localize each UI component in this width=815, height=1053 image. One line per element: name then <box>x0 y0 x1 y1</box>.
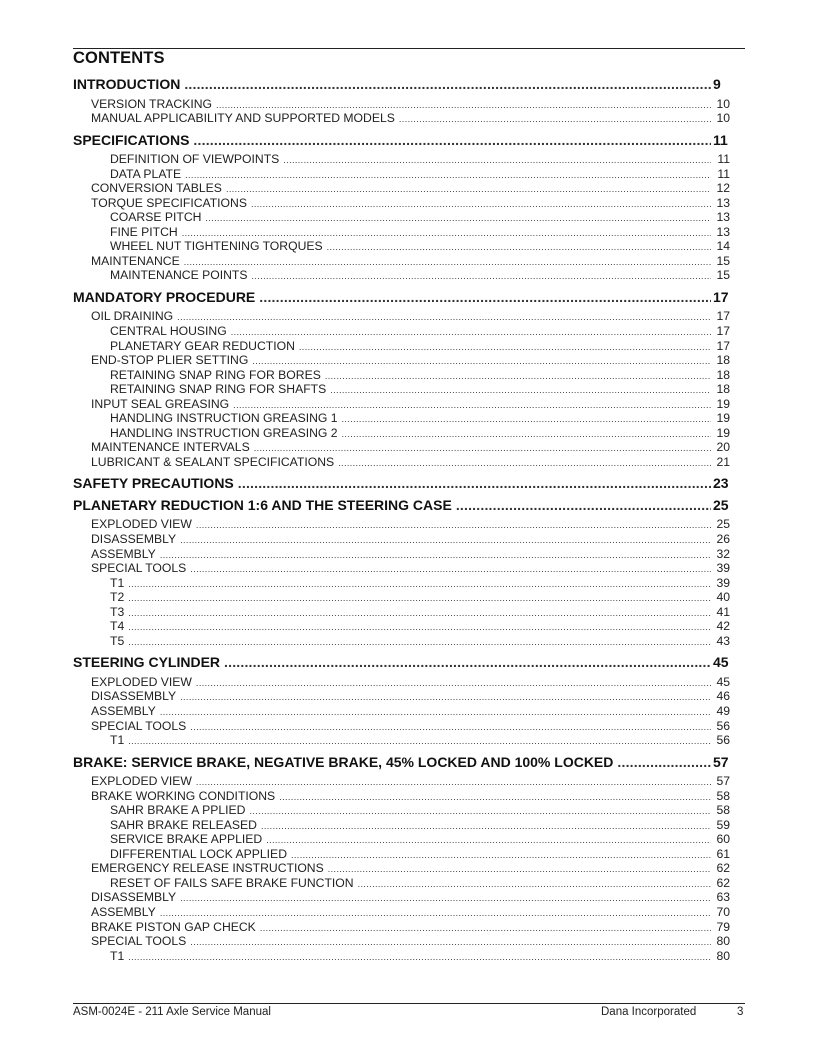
toc-entry-page: 26 <box>716 532 730 546</box>
dot-leader <box>358 877 711 891</box>
toc-entry-page: 13 <box>716 224 730 239</box>
toc-entry-label: INTRODUCTION <box>73 76 181 92</box>
footer-company: Dana Incorporated <box>601 1006 697 1018</box>
dot-leader <box>279 790 711 804</box>
toc-entry-label: LUBRICANT & SEALANT SPECIFICATIONS <box>91 454 335 469</box>
dot-leader <box>328 862 711 876</box>
dot-leader <box>338 456 711 470</box>
toc-section[interactable] <box>91 905 730 920</box>
toc-chapter[interactable] <box>73 497 730 514</box>
toc-section[interactable] <box>91 517 730 532</box>
dot-leader <box>342 427 711 441</box>
toc-entry-label: EMERGENCY RELEASE INSTRUCTIONS <box>91 861 324 876</box>
toc-entry-label: STEERING CYLINDER <box>73 654 221 671</box>
toc-entry-label: MAINTENANCE <box>91 253 180 268</box>
dot-leader <box>185 168 711 182</box>
dot-leader <box>184 76 711 93</box>
toc-entry-label: TORQUE SPECIFICATIONS <box>91 195 247 210</box>
toc-entry-label: CONVERSION TABLES <box>91 181 222 196</box>
toc-entry-page: 45 <box>716 674 730 689</box>
toc-chapter[interactable] <box>73 132 730 149</box>
toc-entry-page: 11 <box>717 166 730 181</box>
toc-entry-label: T2 <box>110 590 125 605</box>
toc-subsection[interactable] <box>110 152 730 167</box>
dot-leader <box>193 132 711 149</box>
toc-section[interactable] <box>91 719 730 734</box>
toc-subsection[interactable] <box>110 576 730 591</box>
toc-subsection[interactable] <box>110 426 730 441</box>
toc-entry-label: MANDATORY PROCEDURE <box>73 288 256 305</box>
toc-entry-label: EXPLODED VIEW <box>91 517 192 532</box>
toc-subsection[interactable] <box>110 382 730 397</box>
dot-leader <box>128 577 711 591</box>
dot-leader <box>128 606 711 620</box>
toc-entry-label: FINE PITCH <box>110 224 178 239</box>
dot-leader <box>261 819 711 833</box>
dot-leader <box>327 240 711 254</box>
dot-leader <box>128 591 711 605</box>
toc-entry-label: ASSEMBLY <box>91 546 156 561</box>
toc-entry-page: 17 <box>716 338 730 353</box>
toc-chapter[interactable] <box>73 754 730 771</box>
toc-section[interactable] <box>91 890 730 905</box>
toc-entry-page: 63 <box>716 890 730 905</box>
dot-leader <box>617 754 711 771</box>
toc-entry-label: OIL DRAINING <box>91 309 174 324</box>
toc-entry-label: SERVICE BRAKE APPLIED <box>110 832 263 847</box>
toc-entry-label: SPECIAL TOOLS <box>91 934 187 949</box>
toc-entry-page: 56 <box>716 718 730 733</box>
toc-entry-label: T5 <box>110 633 125 648</box>
toc-entry-label: COARSE PITCH <box>110 210 202 225</box>
dot-leader <box>249 804 711 818</box>
toc-entry-page: 79 <box>716 919 730 934</box>
toc-entry-page: 80 <box>716 948 730 963</box>
toc-entry-page: 13 <box>716 210 730 225</box>
toc-subsection[interactable] <box>110 225 730 240</box>
dot-leader <box>231 325 711 339</box>
toc-entry-page: 19 <box>716 425 730 440</box>
toc-entry-page: 17 <box>716 324 730 338</box>
toc-entry-label: DEFINITION OF VIEWPOINTS <box>110 152 280 167</box>
dot-leader <box>342 412 711 426</box>
dot-leader <box>325 369 711 383</box>
toc-subsection[interactable] <box>110 368 730 383</box>
toc-entry-label: T1 <box>110 948 125 963</box>
toc-entry-page: 58 <box>716 788 730 803</box>
toc-entry-page: 18 <box>716 382 730 397</box>
toc-entry-page: 10 <box>716 111 730 126</box>
toc-subsection[interactable] <box>110 949 730 964</box>
toc-entry-page: 17 <box>716 309 730 324</box>
toc-entry-label: RETAINING SNAP RING FOR BORES <box>110 367 321 382</box>
toc-entry-page: 23 <box>713 475 729 492</box>
toc-subsection[interactable] <box>110 411 730 426</box>
toc-entry-page: 25 <box>713 496 729 513</box>
toc-subsection[interactable] <box>110 847 730 862</box>
toc-entry-page: 19 <box>716 411 730 426</box>
toc-entry-label: WHEEL NUT TIGHTENING TORQUES <box>110 239 323 254</box>
toc-entry-page: 19 <box>716 396 730 411</box>
toc-entry-label: DIFFERENTIAL LOCK APPLIED <box>110 846 287 861</box>
dot-leader <box>251 269 711 283</box>
toc-subsection[interactable] <box>110 268 730 283</box>
toc-entry-page: 18 <box>716 353 730 368</box>
dot-leader <box>160 906 711 920</box>
toc-subsection[interactable] <box>110 876 730 891</box>
toc-section[interactable] <box>91 704 730 719</box>
dot-leader <box>180 533 711 547</box>
toc-entry-page: 62 <box>716 875 730 890</box>
toc-entry-page: 14 <box>716 239 730 254</box>
toc-section[interactable] <box>91 309 730 324</box>
dot-leader <box>128 635 711 649</box>
toc-entry-label: HANDLING INSTRUCTION GREASING 1 <box>110 411 338 426</box>
dot-leader <box>299 340 711 354</box>
toc-entry-page: 11 <box>713 131 728 148</box>
dot-leader <box>238 475 711 492</box>
toc-entry-label: CENTRAL HOUSING <box>110 324 227 338</box>
footer-rule <box>73 1003 745 1004</box>
dot-leader <box>160 548 711 562</box>
toc-entry-page: 43 <box>716 633 730 648</box>
toc-section[interactable] <box>91 920 730 935</box>
dot-leader <box>233 398 711 412</box>
toc-entry-page: 60 <box>716 832 730 847</box>
toc-entry-page: 20 <box>716 440 730 455</box>
dot-leader <box>266 833 711 847</box>
toc-section[interactable] <box>91 675 730 690</box>
toc-entry-page: 57 <box>713 753 729 770</box>
toc-entry-page: 62 <box>716 861 730 876</box>
toc-chapter[interactable] <box>73 654 730 671</box>
dot-leader <box>283 153 711 167</box>
toc-entry-page: 59 <box>716 817 730 832</box>
toc-entry-label: T1 <box>110 733 125 748</box>
toc-entry-page: 32 <box>716 546 730 561</box>
dot-leader <box>259 289 711 306</box>
toc-entry-page: 39 <box>716 561 730 576</box>
page-title: CONTENTS <box>73 49 165 67</box>
dot-leader <box>224 654 711 671</box>
toc-entry-page: 13 <box>716 195 730 210</box>
toc-section[interactable] <box>91 532 730 547</box>
toc-entry-label: RESET OF FAILS SAFE BRAKE FUNCTION <box>110 875 354 890</box>
toc-section[interactable] <box>91 774 730 789</box>
toc-entry-label: DISASSEMBLY <box>91 532 177 546</box>
toc-entry-label: SPECIAL TOOLS <box>91 718 187 733</box>
toc-entry-page: 9 <box>713 76 721 92</box>
dot-leader <box>251 197 711 211</box>
toc-entry-label: PLANETARY GEAR REDUCTION <box>110 338 295 353</box>
toc-section[interactable] <box>91 440 730 455</box>
toc-entry-label: ASSEMBLY <box>91 905 156 919</box>
dot-leader <box>205 211 711 225</box>
dot-leader <box>216 98 711 112</box>
toc-entry-label: SAHR BRAKE A PPLIED <box>110 803 246 818</box>
toc-entry-page: 42 <box>716 619 730 634</box>
toc-entry-page: 11 <box>717 152 730 167</box>
dot-leader <box>128 950 711 964</box>
dot-leader <box>252 354 711 368</box>
toc-section[interactable] <box>91 455 730 470</box>
toc-section[interactable] <box>91 861 730 876</box>
toc-subsection[interactable] <box>110 167 730 182</box>
toc-entry-label: PLANETARY REDUCTION 1:6 AND THE STEERING CASE <box>73 496 452 513</box>
toc-entry-page: 61 <box>716 846 730 861</box>
toc-entry-page: 56 <box>716 733 730 748</box>
toc-subsection[interactable] <box>110 818 730 833</box>
toc-subsection[interactable] <box>110 239 730 254</box>
toc-subsection[interactable] <box>110 832 730 847</box>
toc-subsection[interactable] <box>110 590 730 605</box>
toc-entry-label: MANUAL APPLICABILITY AND SUPPORTED MODELS <box>91 111 395 126</box>
toc-entry-label: DISASSEMBLY <box>91 689 177 704</box>
toc-entry-page: 18 <box>716 367 730 382</box>
footer-document-title: ASM-0024E - 211 Axle Service Manual <box>73 1006 271 1018</box>
toc-entry-page: 12 <box>716 181 730 196</box>
toc-entry-label: ASSEMBLY <box>91 703 156 718</box>
dot-leader <box>330 383 711 397</box>
toc-chapter[interactable] <box>73 475 730 492</box>
toc-subsection[interactable] <box>110 324 730 339</box>
toc-entry-label: HANDLING INSTRUCTION GREASING 2 <box>110 425 338 440</box>
toc-section[interactable] <box>91 397 730 412</box>
toc-entry-label: EXPLODED VIEW <box>91 774 192 789</box>
toc-entry-label: VERSION TRACKING <box>91 96 212 111</box>
toc-entry-page: 10 <box>716 96 730 111</box>
toc-entry-page: 40 <box>716 590 730 605</box>
toc-entry-label: END-STOP PLIER SETTING <box>91 353 249 368</box>
toc-entry-page: 70 <box>716 905 730 919</box>
toc-section[interactable] <box>91 97 730 112</box>
toc-entry-page: 58 <box>716 803 730 818</box>
toc-section[interactable] <box>91 547 730 562</box>
toc-entry-label: BRAKE WORKING CONDITIONS <box>91 788 276 803</box>
dot-leader <box>291 848 711 862</box>
toc-subsection[interactable] <box>110 803 730 818</box>
dot-leader <box>190 720 711 734</box>
toc-entry-page: 57 <box>716 774 730 789</box>
toc-entry-label: EXPLODED VIEW <box>91 674 192 689</box>
dot-leader <box>196 676 711 690</box>
toc-section[interactable] <box>91 254 730 269</box>
toc-section[interactable] <box>91 196 730 211</box>
dot-leader <box>456 497 711 514</box>
toc-entry-label: T1 <box>110 575 125 590</box>
dot-leader <box>177 310 711 324</box>
toc-chapter[interactable] <box>73 289 730 306</box>
toc-entry-page: 41 <box>716 604 730 619</box>
toc-entry-label: INPUT SEAL GREASING <box>91 396 230 411</box>
dot-leader <box>196 518 711 532</box>
toc-subsection[interactable] <box>110 733 730 748</box>
toc-section[interactable] <box>91 561 730 576</box>
dot-leader <box>260 921 711 935</box>
toc-subsection[interactable] <box>110 605 730 620</box>
toc-entry-page: 49 <box>716 703 730 718</box>
toc-subsection[interactable] <box>110 619 730 634</box>
toc-section[interactable] <box>91 934 730 949</box>
toc-entry-page: 15 <box>716 268 730 283</box>
toc-entry-page: 25 <box>716 517 730 532</box>
toc-entry-page: 80 <box>716 934 730 949</box>
dot-leader <box>184 255 711 269</box>
dot-leader <box>180 891 711 905</box>
toc-entry-label: MAINTENANCE INTERVALS <box>91 440 250 455</box>
toc-subsection[interactable] <box>110 210 730 225</box>
toc-entry-page: 17 <box>713 288 729 305</box>
toc-entry-label: DATA PLATE <box>110 166 182 181</box>
dot-leader <box>160 705 711 719</box>
dot-leader <box>190 562 711 576</box>
toc-entry-label: MAINTENANCE POINTS <box>110 268 248 283</box>
toc-entry-page: 46 <box>716 689 730 704</box>
toc-entry-label: SPECIFICATIONS <box>73 131 190 148</box>
toc-entry-label: T3 <box>110 604 125 619</box>
toc-section[interactable] <box>91 689 730 704</box>
toc-entry-label: SAFETY PRECAUTIONS <box>73 475 234 492</box>
toc-entry-label: DISASSEMBLY <box>91 890 177 905</box>
toc-section[interactable] <box>91 181 730 196</box>
dot-leader <box>128 734 711 748</box>
toc-entry-page: 45 <box>713 654 729 671</box>
toc-subsection[interactable] <box>110 339 730 354</box>
footer-page-number: 3 <box>737 1006 744 1018</box>
toc-entry-page: 39 <box>716 575 730 590</box>
dot-leader <box>128 620 711 634</box>
toc-chapter[interactable] <box>73 76 730 93</box>
toc-section[interactable] <box>91 353 730 368</box>
toc-section[interactable] <box>91 111 730 126</box>
toc-entry-label: BRAKE: SERVICE BRAKE, NEGATIVE BRAKE, 45% LOCKED AND 100% LOCKED <box>73 753 614 770</box>
toc-section[interactable] <box>91 789 730 804</box>
toc-entry-page: 21 <box>716 454 730 469</box>
toc-entry-label: T4 <box>110 619 125 634</box>
dot-leader <box>254 441 711 455</box>
dot-leader <box>190 935 711 949</box>
dot-leader <box>196 775 711 789</box>
toc-subsection[interactable] <box>110 634 730 649</box>
dot-leader <box>180 690 711 704</box>
toc-entry-label: BRAKE PISTON GAP CHECK <box>91 919 256 934</box>
toc-entry-label: SPECIAL TOOLS <box>91 561 187 576</box>
toc-entry-label: RETAINING SNAP RING FOR SHAFTS <box>110 382 327 397</box>
dot-leader <box>182 226 711 240</box>
dot-leader <box>226 182 711 196</box>
toc-entry-label: SAHR BRAKE RELEASED <box>110 817 257 832</box>
toc-entry-page: 15 <box>716 253 730 268</box>
dot-leader <box>399 112 711 126</box>
